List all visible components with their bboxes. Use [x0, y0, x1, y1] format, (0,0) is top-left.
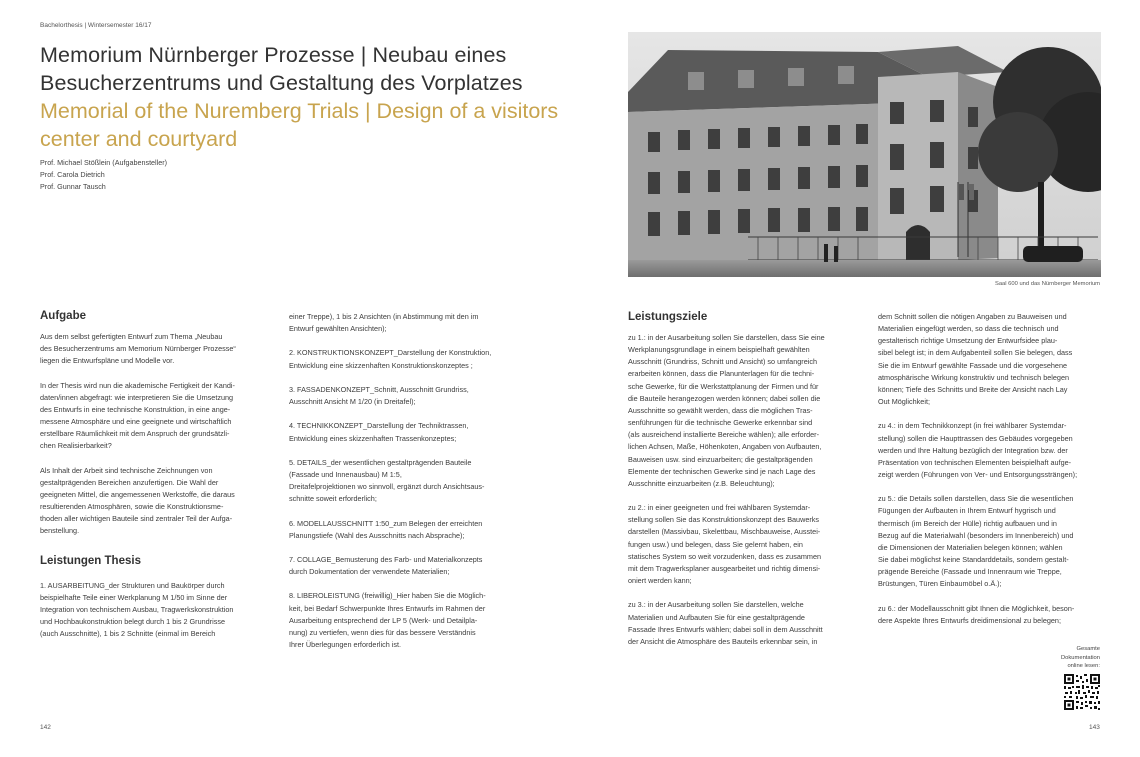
leistungsziele-paragraph: dem Schnitt sollen die nötigen Angaben zu Bauweisen und Materialien eingefügt werden, so dass die technisch und gestalterisch richtige Umsetzung der Entwurfsidee plau- sibel belegt ist; in dem Aufgabenteil sollen Sie belegen, dass Sie die im Entwurf gewählte Fassade und die vorgesehene atmosphärische Wirkung konstruktiv und technisch belegen können; Tiefe des Schnitts und Breite der Ansicht nach Lay Out Möglichkeit;	[878, 312, 1073, 407]
aufgabe-paragraph: In der Thesis wird nun die akademische Fertigkeit der Kandi- daten/innen abgefragt: wie interpretieren Sie die Umsetzung des Entwurfs in eine technische Konstruktion, in eine ange- messene Atmosphäre und eine geeignete und wirtschaftlich erstellbare Räumlichkeit mit dem Anspruch der grundsätzli- chen Realisierbarkeit?	[40, 380, 235, 451]
qr-label: Gesamte Dokumentation online lesen:	[1061, 646, 1100, 669]
photo-caption: Saal 600 und das Nürnberger Memorium	[994, 281, 1100, 287]
aufgabe-paragraph: Aus dem selbst gefertigten Entwurf zum Thema „Neubau des Besucherzentrums am Memorium Nürnberger Prozesse“ liegen die Entwurfspläne und Modelle vor.	[40, 332, 236, 366]
professor-3: Prof. Gunnar Tausch	[40, 182, 106, 192]
leistungsziele-paragraph: zu 6.: der Modellausschnitt gibt Ihnen die Möglichkeit, beson- dere Aspekte Ihres Entwurfs dreidimensional zu belegen;	[878, 603, 1075, 625]
professor-1: Prof. Michael Stößlein (Aufgabensteller)	[40, 158, 168, 167]
leistungen-paragraph: 2. KONSTRUKTIONSKONZEPT_Darstellung der Konstruktion, Entwicklung eine skizzenhaften Konstruktionskonzeptes ;	[289, 348, 492, 370]
leistungsziele-paragraph: zu 5.: die Details sollen darstellen, dass Sie die wesentlichen Fügungen der Aufbauten in Ihrem Entwurf hygrisch und thermisch (im Bereich der Hülle) richtig aufbauen und in Bezug auf die Materialwahl (besonders im Innenbereich) und die Dimensionen der Materialien belegen können; wählen Sie dabei möglichst keine Standarddetails, sondern gestalt- prägende Bereiche (Fassade und Innenraum wie Treppe, Brüstungen, Türen Einbaumöbel o.Ä.);	[878, 494, 1074, 589]
column-3	[628, 311, 850, 660]
column-4	[878, 311, 1103, 639]
leistungsziele-paragraph: zu 2.: in einer geeigneten und frei wählbaren Systemdar- stellung sollen Sie das Konstruktionskonzept des Bauwerks darstellen (Massivbau, Skelettbau, Mischbauweise, Ausstei- fungen usw.) und belegen, dass Sie gelernt haben, ein statisches System so weit vorzudenken, dass es zusammen mit dem Tragwerksplaner ausgearbeitet und richtig dimensi- oniert werden kann;	[628, 503, 822, 586]
leistungsziele-paragraph: zu 3.: in der Ausarbeitung sollen Sie darstellen, welche Materialien und Aufbauten Sie für eine gestaltprägende Fassade Ihres Entwurfs wählen; dabei soll in dem Ausschnitt der Ansicht die Atmosphäre des Bauteils erkennbar sein, in	[628, 600, 823, 646]
page-number-right: 143	[1089, 724, 1100, 731]
building-photo	[628, 32, 1101, 277]
leistungen-paragraph: 4. TECHNIKKONZEPT_Darstellung der Techniktrassen, Entwicklung eines skizzenhaften Trassenkonzeptes;	[289, 421, 469, 443]
column-2	[289, 311, 511, 663]
title-english: Memorial of the Nuremberg Trials | Design of a visitors center and courtyard	[40, 99, 559, 151]
leistungen-paragraph: 7. COLLAGE_Bemusterung des Farb- und Materialkonzepts durch Dokumentation der verwendete Materialien;	[289, 555, 483, 577]
leistungsziele-paragraph: zu 4.: in dem Technikkonzept (in frei wählbarer Systemdar- stellung) sollen die Haupttrassen des Gebäudes vorgegeben werden und Ihre Haltung bezüglich der Integration bzw. der Präsentation von technischen Elementen beispielhaft aufge- zeigt werden (Führungen von Ver- und Entsorgungssträngen);	[878, 421, 1078, 480]
leistungsziele-paragraph: zu 1.: in der Ausarbeitung sollen Sie darstellen, dass Sie eine Werkplanungsgrundlage in einem beispielhaft gewählten Ausschnitt (Grundriss, Schnitt und Ansicht) so umfangreich erarbeiten können, dass die Planunterlagen für die techni- sche Gewerke, für die Werkstattplanung der Firmen und für die Bauteile herangezogen werden können; dabei sollen die Ausschnitte so gewählt werden, dass die möglichen Tras- senführungen für die technische Gewerke erkennbar sind (als ausreichend installierte Bereiche wählen); alle erforder- lichen Achsen, Maße, Höhenkoten, Angaben von Aufbauten, Bauweisen usw. sind einzuarbeiten; die gestaltprägenden Elemente der technischen Gewerke sind je nach Lage des Ausschnitte einzuarbeiten (z.B. Beleuchtung);	[628, 333, 825, 488]
leistungen-paragraph: 8. LIBEROLEISTUNG (freiwillig)_Hier haben Sie die Möglich- keit, bei Bedarf Schwerpunkte Ihres Entwurfs im Rahmen der Ausarbeitung entsprechend der LP 5 (Werk- und Detailpla- nung) zu vertiefen, wenn dies für das bessere Verständnis Ihrer Überlegungen erforderlich ist.	[289, 591, 486, 650]
title-german: Memorium Nürnberger Prozesse | Neubau eines Besucherzentrums und Gestaltung des Vorplatzes	[40, 43, 523, 95]
leistungen-paragraph: 5. DETAILS_der wesentlichen gestaltprägenden Bauteile (Fassade und Innenausbau) M 1:5, Dreitafelprojektionen wo sinnvoll, ergänzt durch Ansichtsaus- schnitte soweit erforderlich;	[289, 457, 485, 504]
leistungen-paragraph: einer Treppe), 1 bis 2 Ansichten (in Abstimmung mit den im Entwurf gewählten Ansichten);	[289, 312, 479, 334]
leistungen-paragraph: 1. AUSARBEITUNG_der Strukturen und Baukörper durch beispielhafte Teile einer Werkplanung M 1/50 im Sinne der Integration von technischem Ausbau, Tragwerkskonstruktion und Hochbaukonstruktion belegt durch 1 bis 2 Grundrisse (auch Ausschnitte), 1 bis 2 Schnitte (einmal im Bereich	[40, 580, 234, 639]
leistungsziele-heading: Leistungsziele	[628, 311, 708, 323]
aufgabe-heading: Aufgabe	[40, 310, 86, 322]
leistungen-heading: Leistungen Thesis	[40, 554, 141, 567]
building-photo-drawing	[628, 32, 1101, 277]
column-1	[40, 310, 262, 653]
running-head: Bachelorthesis | Wintersemester 16/17	[40, 22, 152, 29]
leistungen-paragraph: 6. MODELLAUSSCHNITT 1:50_zum Belegen der erreichten Planungstiefe (Wahl des Ausschnitts nach Absprache);	[289, 518, 483, 540]
qr-code-icon	[1064, 674, 1100, 710]
leistungen-paragraph: 3. FASSADENKONZEPT_Schnitt, Ausschnitt Grundriss, Ausschnitt Ansicht M 1/20 (in Dreitafel);	[289, 384, 469, 407]
professor-2: Prof. Carola Dietrich	[40, 170, 105, 180]
professor-list	[40, 157, 167, 194]
aufgabe-paragraph: Als Inhalt der Arbeit sind technische Zeichnungen von gestaltprägenden Bereichen anzufertigen. Die Wahl der geeigneten Mittel, die angemessenen Werkstoffe, die daraus resultierenden Atmosphären, sowie die Konstruktionsme- thoden aller wichtigen Bauteile sind zentraler Teil der Aufga- benstellung.	[40, 465, 235, 536]
page-number-left: 142	[40, 724, 51, 731]
qr-code[interactable]	[1064, 674, 1100, 710]
